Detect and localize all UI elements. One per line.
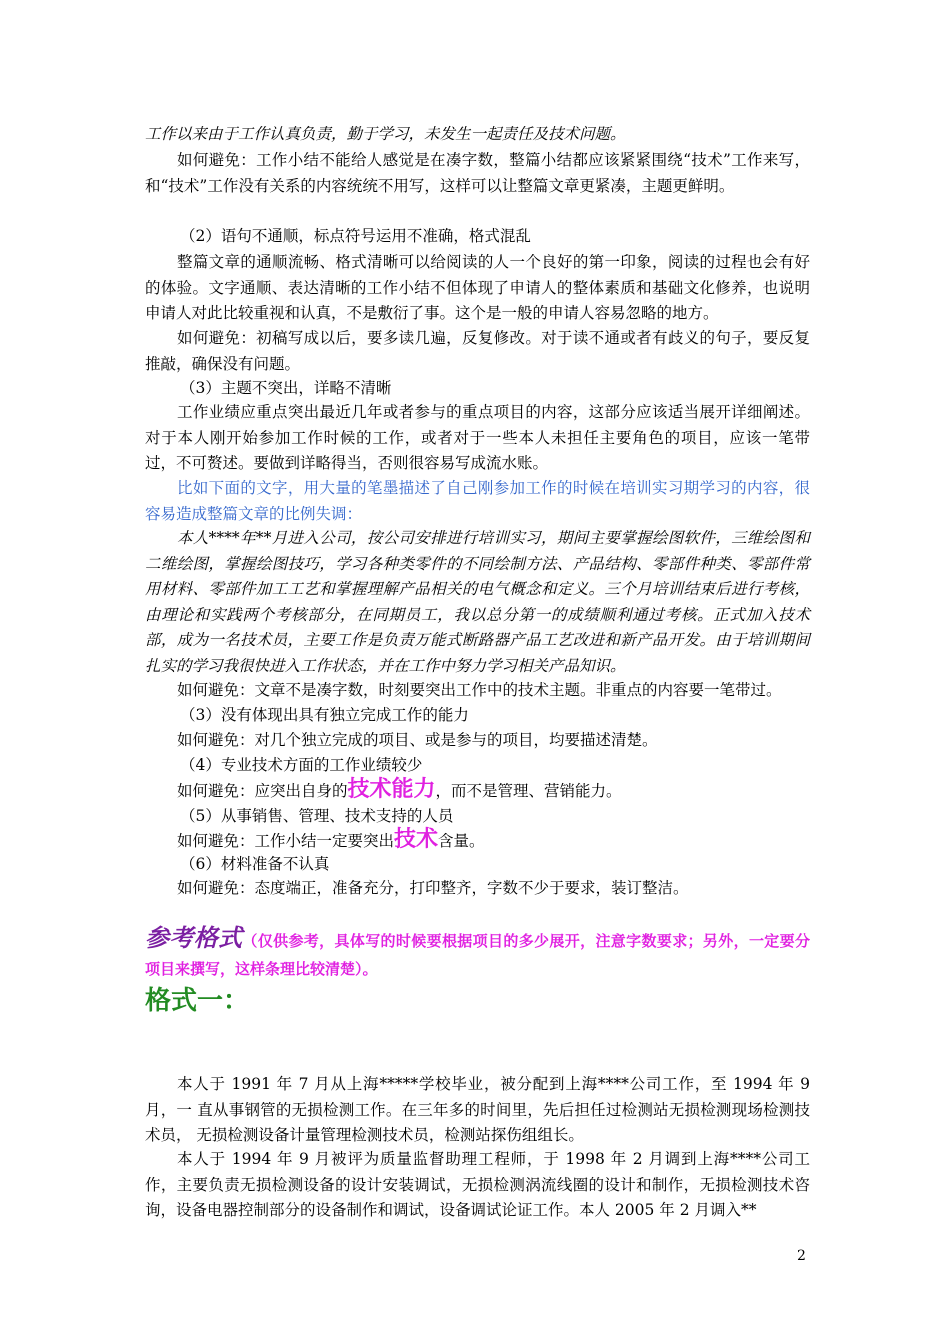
paragraph-avoid-7: 如何避免：态度端正，准备充分，打印整齐，字数不少于要求，装订整洁。 [177, 879, 689, 897]
paragraph-avoid-2: 如何避免：初稿写成以后，要多读几遍，反复修改。对于读不通或者有歧义的句子，要反复推敲，确保没有问题。 [145, 329, 810, 373]
paragraph-avoid-3: 如何避免：文章不是凑字数，时刻要突出工作中的技术主题。非重点的内容要一笔带过。 [177, 681, 782, 699]
reference-format-title: 参考格式 [145, 923, 243, 952]
heading-item-2: （2）语句不通顺，标点符号运用不准确，格式混乱 [180, 227, 531, 245]
avoid-5-text-a: 如何避免：应突出自身的 [177, 782, 348, 800]
avoid-6-text-c: 含量。 [438, 832, 485, 850]
paragraph-sample-1: 本人于 1991 年 7 月从上海*****学校毕业，被分配到上海****公司工作，至 1994 年 9 月，一 直从事钢管的无损检测工作。在三年多的时间里，先后担任过检测站无损检测现场检测技术员， 无损检测设备计量管理检测技术员，检测站探伤组组长。 [145, 1075, 810, 1144]
heading-item-6: （6）材料准备不认真 [180, 855, 330, 873]
highlight-tech: 技术 [394, 827, 439, 852]
paragraph-avoid-1: 如何避免：工作小结不能给人感觉是在凑字数，整篇小结都应该紧紧围绕“技术”工作来写，和“技术”工作没有关系的内容统统不用写，这样可以让整篇文章更紧凑，主题更鲜明。 [145, 151, 810, 195]
paragraph-intro-tail: 工作以来由于工作认真负责，勤于学习，未发生一起责任及技术问题。 [145, 125, 626, 143]
format-one-heading: 格式一： [145, 986, 250, 1016]
paragraph-avoid-6 [145, 826, 810, 855]
heading-item-3b: （3）没有体现出具有独立完成工作的能力 [180, 706, 469, 724]
paragraph-avoid-4: 如何避免：对几个独立完成的项目、或是参与的项目，均要描述清楚。 [177, 731, 658, 749]
paragraph-example-quote: 本人****年**月进入公司，按公司安排进行培训实习，期间主要掌握绘图软件，三维绘图和二维绘图，掌握绘图技巧，学习各种类零件的不同绘制方法、产品结构、零部件种类、零部件常用材料、零部件加工工艺和掌握理解产品相关的电气概念和定义。三个月培训结束后进行考核，由理论和实践两个考核部分，在同期员工，我以总分第一的成绩顺利通过考核。正式加入技术部，成为一名技术员，主要工作是负责万能式断路器产品工艺改进和新产品开发。由于培训期间扎实的学习我很快进入工作状态，并在工作中努力学习相关产品知识。 [145, 529, 810, 675]
reference-format-note: （仅供参考，具体写的时候要根据项目的多少展开，注意字数要求；另外，一定要分项目来撰写，这样条理比较清楚）。 [145, 932, 810, 978]
heading-item-4: （4）专业技术方面的工作业绩较少 [180, 756, 423, 774]
highlight-tech-ability: 技术能力 [347, 777, 436, 802]
paragraph-example-intro: 比如下面的文字，用大量的笔墨描述了自己刚参加工作的时候在培训实习期学习的内容，很容易造成整篇文章的比例失调： [145, 479, 810, 523]
paragraph-focus: 工作业绩应重点突出最近几年或者参与的重点项目的内容，这部分应该适当展开详细阐述。对于本人刚开始参加工作时候的工作，或者对于一些本人未担任主要角色的项目，应该一笔带过，不可赘述。要做到详略得当，否则很容易写成流水账。 [145, 403, 810, 472]
avoid-5-text-c: ，而不是管理、营销能力。 [435, 782, 622, 800]
avoid-6-text-a: 如何避免：工作小结一定要突出 [177, 832, 395, 850]
paragraph-avoid-5 [145, 776, 810, 805]
page-number: 2 [797, 1248, 806, 1264]
paragraph-fluency: 整篇文章的通顺流畅、格式清晰可以给阅读的人一个良好的第一印象，阅读的过程也会有好的体验。文字通顺、表达清晰的工作小结不但体现了申请人的整体素质和基础文化修养，也说明申请人对此比较重视和认真，不是敷衍了事。这个是一般的申请人容易忽略的地方。 [145, 253, 810, 322]
paragraph-sample-2: 本人于 1994 年 9 月被评为质量监督助理工程师，于 1998 年 2 月调到上海****公司工作，主要负责无损检测设备的设计安装调试，无损检测涡流线圈的设计和制作，无损检测技术咨询，设备电器控制部分的设备制作和调试，设备调试论证工作。本人 2005 年 2 月调入** [145, 1150, 810, 1219]
heading-item-3: （3）主题不突出，详略不清晰 [180, 379, 392, 397]
reference-format-block [145, 924, 810, 983]
heading-item-5: （5）从事销售、管理、技术支持的人员 [180, 807, 454, 825]
